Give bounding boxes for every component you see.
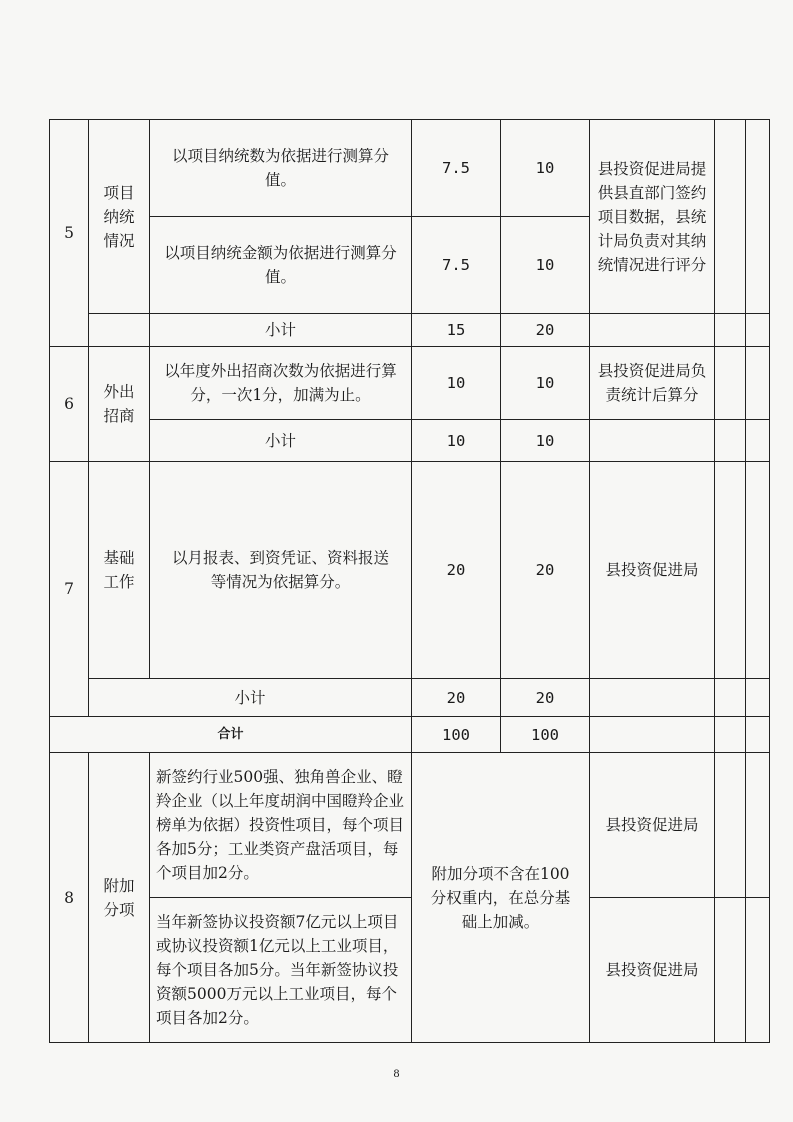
standard-cell: 新签约行业500强、独角兽企业、瞪羚企业（以上年度胡润中国瞪羚企业榜单为依据）投资性项目，每个项目各加5分；工业类资产盘活项目，每个项目加2分。: [150, 753, 412, 898]
responsible-dept-cell: 县投资促进局负责统计后算分: [590, 347, 715, 420]
standard-cell: 以项目纳统金额为依据进行测算分值。: [150, 217, 412, 314]
subtotal-label: 小计: [150, 314, 412, 347]
category-label: 基础 工作: [103, 549, 135, 591]
blank-cell: [746, 753, 770, 898]
blank-cell: [715, 420, 746, 462]
category-cell: [89, 753, 150, 1043]
blank-cell: [715, 717, 746, 753]
total-row: [50, 717, 770, 753]
table-row: [50, 347, 770, 420]
blank-cell: [715, 679, 746, 717]
blank-cell: [746, 120, 770, 314]
max-score-cell: 10: [501, 217, 590, 314]
subtotal-row: [50, 679, 770, 717]
table-row: [50, 462, 770, 679]
row-number: 8: [50, 753, 89, 1043]
standard-cell: 以项目纳统数为依据进行测算分值。: [150, 120, 412, 217]
score-cell: 10: [412, 347, 501, 420]
score-cell: 20: [412, 462, 501, 679]
standard-cell: 当年新签协议投资额7亿元以上项目或协议投资额1亿元以上工业项目，每个项目各加5分。当年新签协议投资额5000万元以上工业项目，每个项目各加2分。: [150, 898, 412, 1043]
blank-cell: [746, 717, 770, 753]
blank-cell: [746, 314, 770, 347]
scoring-table: [49, 119, 770, 1043]
category-label: 附加 分项: [103, 876, 135, 919]
subtotal-row: [50, 420, 770, 462]
responsible-dept-cell: 县投资促进局: [590, 753, 715, 898]
responsible-dept-cell: 县投资促进局: [590, 462, 715, 679]
category-label: 外出 招商: [103, 383, 135, 425]
standard-cell: 以月报表、到资凭证、资料报送等情况为依据算分。: [150, 462, 412, 679]
subtotal-max: 10: [501, 420, 590, 462]
row-number: 7: [50, 462, 89, 717]
blank-cell: [746, 347, 770, 420]
blank-cell: [590, 420, 715, 462]
category-cell: [89, 347, 150, 462]
blank-cell: [590, 679, 715, 717]
max-score-cell: 10: [501, 120, 590, 217]
subtotal-score: 15: [412, 314, 501, 347]
responsible-dept-cell: 县投资促进局提供县直部门签约项目数据，县统计局负责对其纳统情况进行评分: [590, 120, 715, 314]
blank-cell: [715, 120, 746, 314]
subtotal-score: 20: [412, 679, 501, 717]
blank-cell: [89, 314, 150, 347]
subtotal-max: 20: [501, 314, 590, 347]
score-cell: 7.5: [412, 120, 501, 217]
blank-cell: [715, 898, 746, 1043]
category-cell: [89, 462, 150, 679]
category-cell: [89, 120, 150, 314]
total-label: 合计: [50, 717, 412, 753]
max-score-cell: 20: [501, 462, 590, 679]
blank-cell: [715, 753, 746, 898]
blank-cell: [746, 679, 770, 717]
blank-cell: [590, 314, 715, 347]
blank-cell: [590, 717, 715, 753]
note-cell: 附加分项不含在100分权重内，在总分基础上加减。: [412, 753, 590, 1043]
blank-cell: [715, 314, 746, 347]
row-number: 6: [50, 347, 89, 462]
subtotal-label: 小计: [89, 679, 412, 717]
blank-cell: [746, 420, 770, 462]
table-row: [50, 120, 770, 217]
blank-cell: [715, 462, 746, 679]
table-row: [50, 753, 770, 898]
subtotal-max: 20: [501, 679, 590, 717]
standard-cell: 以年度外出招商次数为依据进行算分，一次1分，加满为止。: [150, 347, 412, 420]
blank-cell: [746, 898, 770, 1043]
responsible-dept-cell: 县投资促进局: [590, 898, 715, 1043]
score-cell: 7.5: [412, 217, 501, 314]
category-label: 项目 纳统 情况: [103, 183, 135, 250]
blank-cell: [746, 462, 770, 679]
total-max: 100: [501, 717, 590, 753]
row-number: 5: [50, 120, 89, 347]
subtotal-row: [50, 314, 770, 347]
max-score-cell: 10: [501, 347, 590, 420]
blank-cell: [715, 347, 746, 420]
table-row: [50, 898, 770, 1043]
subtotal-score: 10: [412, 420, 501, 462]
page-number: 8: [393, 1066, 400, 1080]
subtotal-label: 小计: [150, 420, 412, 462]
total-score: 100: [412, 717, 501, 753]
